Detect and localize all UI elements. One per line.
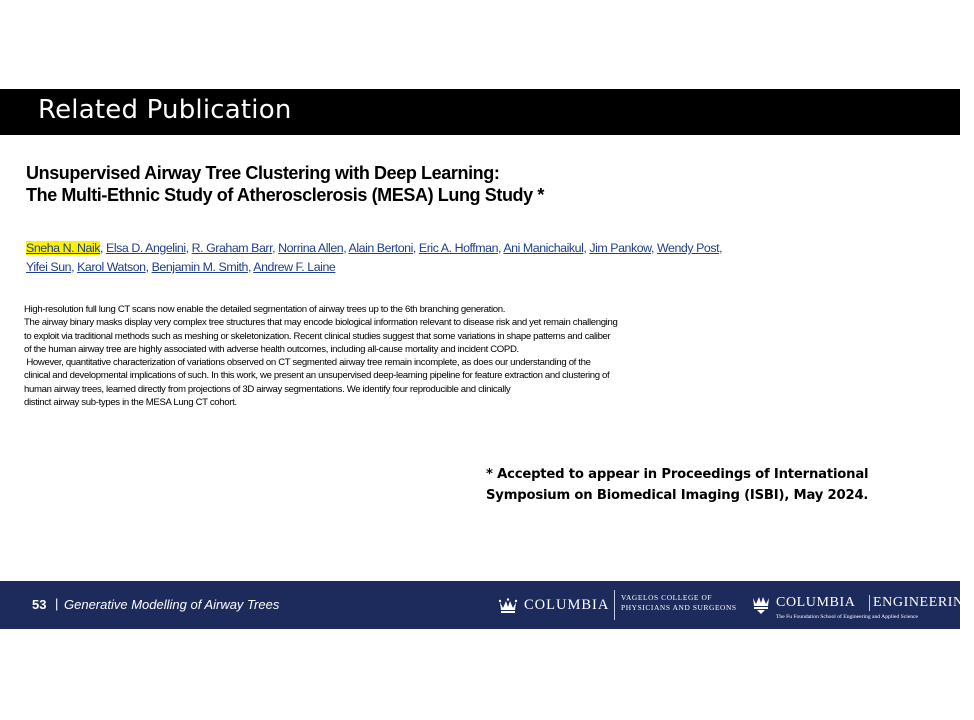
abstract-line: However, quantitative characterization of variations observed on CT segmented airway tree remain incomplete, as does our understanding of the bbox=[24, 357, 591, 369]
abstract-line: human airway trees, learned directly from projections of 3D airway segmentations. We identify four reproducible and clinically bbox=[24, 383, 511, 395]
author-link[interactable]: Eric A. Hoffman bbox=[418, 241, 499, 255]
paper-title bbox=[26, 162, 926, 206]
vagelos-line-1: VAGELOS COLLEGE OF bbox=[621, 593, 713, 602]
acceptance-note-line-1: * Accepted to appear in Proceedings of International bbox=[486, 467, 869, 482]
author-link[interactable]: Yifei Sun bbox=[26, 260, 72, 274]
page-number: 53 bbox=[32, 597, 47, 612]
footer-title: Generative Modelling of Airway Trees bbox=[64, 597, 280, 612]
author-link[interactable]: Alain Bertoni bbox=[348, 241, 413, 255]
author-link[interactable]: Karol Watson bbox=[77, 260, 146, 274]
columbia-engineering-wordmark: COLUMBIA bbox=[776, 595, 856, 610]
crown-icon bbox=[498, 596, 518, 614]
abstract-line: distinct airway sub-types in the MESA Lung CT cohort. bbox=[24, 397, 237, 409]
author-link[interactable]: Jim Pankow bbox=[589, 241, 651, 255]
columbia-wordmark: COLUMBIA bbox=[524, 597, 610, 613]
vagelos-wordmark bbox=[621, 593, 737, 613]
slide-title: Related Publication bbox=[38, 95, 292, 125]
acceptance-note-line-2: Symposium on Biomedical Imaging (ISBI), May 2024. bbox=[486, 488, 869, 503]
logo-divider bbox=[614, 590, 615, 620]
abstract bbox=[24, 303, 884, 409]
abstract-line: of the human airway tree are highly associated with adverse health outcomes, including all-cause mortality and incident COPD. bbox=[24, 343, 519, 355]
abstract-line: The airway binary masks display very complex tree structures that may encode biological information relevant to disease risk and yet remain challenging bbox=[24, 317, 618, 329]
engineering-wordmark: ENGINEERING bbox=[873, 595, 974, 610]
paper-title-line-2: The Multi-Ethnic Study of Atherosclerosis (MESA) Lung Study * bbox=[26, 185, 544, 205]
acceptance-note bbox=[486, 464, 906, 506]
author-link[interactable]: Benjamin M. Smith bbox=[151, 260, 248, 274]
abstract-line: clinical and developmental implications of such. In this work, we present an unsupervised deep-learning pipeline for feature extraction and clustering of bbox=[24, 370, 610, 382]
logo-divider bbox=[869, 595, 870, 611]
footer-separator: | bbox=[55, 596, 59, 611]
author-link[interactable]: R. Graham Barr bbox=[191, 241, 273, 255]
footer-bar bbox=[0, 581, 974, 629]
engineering-subtitle: The Fu Foundation School of Engineering and Applied Science bbox=[776, 614, 918, 620]
paper-title-line-1: Unsupervised Airway Tree Clustering with Deep Learning: bbox=[26, 163, 500, 183]
author-list: Sneha N. Naik, Elsa D. Angelini, R. Graham Barr, Norrina Allen, Alain Bertoni, Eric A. Hoffman, Ani Manichaikul, Jim Pankow, Wendy Post, Yifei Sun, Karol Watson, Benjamin M. Smith, Andrew F. Laine bbox=[26, 241, 723, 274]
author-link[interactable]: Sneha N. Naik bbox=[26, 241, 101, 255]
author-link[interactable]: Wendy Post bbox=[656, 241, 720, 255]
author-link[interactable]: Elsa D. Angelini bbox=[106, 241, 186, 255]
title-bar bbox=[0, 89, 960, 135]
author-link[interactable]: Norrina Allen bbox=[278, 241, 344, 255]
abstract-line: High-resolution full lung CT scans now enable the detailed segmentation of airway trees up to the 6th branching generation. bbox=[24, 304, 506, 315]
crown-icon bbox=[752, 593, 770, 615]
abstract-line: to exploit via traditional methods such as meshing or skeletonization. Recent clinical studies suggest that some variations in shape patterns and caliber bbox=[24, 330, 611, 342]
author-link[interactable]: Andrew F. Laine bbox=[253, 260, 336, 274]
vagelos-line-2: PHYSICIANS AND SURGEONS bbox=[621, 603, 737, 612]
author-link[interactable]: Ani Manichaikul bbox=[503, 241, 584, 255]
